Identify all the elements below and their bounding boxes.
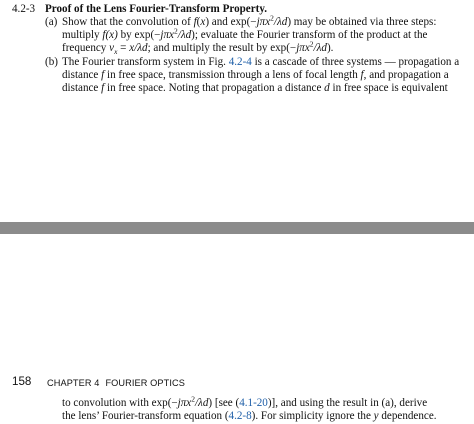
- problem-title: Proof of the Lens Fourier-Transform Property.: [45, 3, 268, 15]
- part-a-line-1: Show that the convolution of f(x) and exp(−jπx$^2$/λd) may be obtained via three steps:: [62, 13, 437, 28]
- part-b-line-2: distance f in free space, transmission through a lens of focal length f, and propagation a: [62, 69, 449, 81]
- page-bottom: [0, 234, 474, 424]
- part-a-line-2: multiply f(x) by exp(−jπx$^2$/λd); evaluate the Fourier transform of the product at the: [62, 26, 428, 41]
- part-b-line-4: to convolution with exp(−jπx$^2$/λd) [see (4.1-20)], and using the result in (a), derive: [62, 394, 428, 409]
- page-number: 158: [12, 375, 32, 388]
- part-b-line-5: the lens’ Fourier-transform equation (4.2-8). For simplicity ignore the y dependence.: [62, 410, 437, 422]
- chapter-title: FOURIER OPTICS: [105, 378, 185, 388]
- page-break-bar: [0, 222, 474, 234]
- problem-number: 4.2-3: [12, 3, 36, 15]
- part-a-line-3: frequency $\nu_x = x/\lambda d$; and multiply the result by exp(−jπx$^2$/λd).: [62, 39, 334, 57]
- part-a-label: (a): [45, 16, 58, 28]
- part-b-line-3: distance f in free space. Noting that propagation a distance d in free space is equivalent: [62, 82, 448, 94]
- equation-link-4-1-20[interactable]: 4.1-20: [239, 397, 268, 409]
- equation-link-4-2-8[interactable]: 4.2-8: [228, 410, 252, 422]
- chapter-heading: [47, 376, 185, 390]
- part-b-line-1: The Fourier transform system in Fig. 4.2-4 is a cascade of three systems — propagation a: [62, 56, 460, 68]
- part-b-label: (b): [45, 56, 58, 68]
- figure-link[interactable]: 4.2-4: [228, 56, 252, 68]
- chapter-label: CHAPTER 4: [47, 378, 100, 388]
